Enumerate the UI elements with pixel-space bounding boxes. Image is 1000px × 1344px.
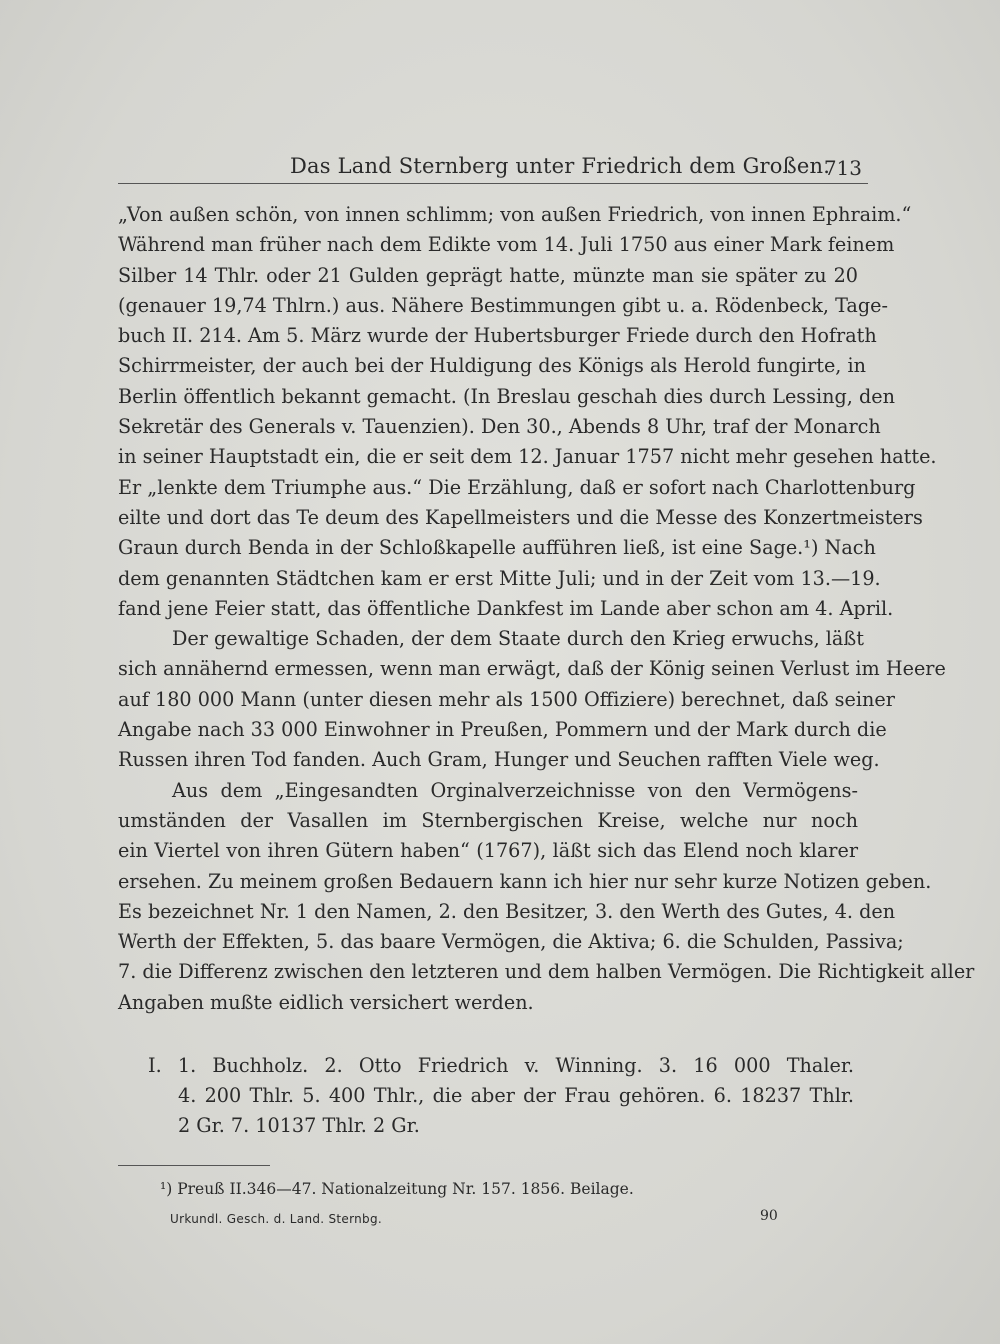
page-number: 713: [823, 156, 862, 180]
text-line: in seiner Hauptstadt ein, die er seit dem 12. Januar 1757 nicht mehr gesehen hatte.: [118, 445, 937, 469]
text-line: 7. die Differenz zwischen den letzteren und dem halben Vermögen. Die Richtigkeit aller: [118, 960, 975, 984]
text-line: auf 180 000 Mann (unter diesen mehr als 1500 Offiziere) berechnet, daß seiner: [118, 687, 895, 711]
text-line: umständen der Vasallen im Sternbergischen Kreise, welche nur noch: [118, 808, 858, 832]
footnote: ¹) Preuß II.346—47. Nationalzeitung Nr. 157. 1856. Beilage.: [160, 1180, 634, 1198]
sheet-number: 90: [760, 1208, 778, 1224]
text-line: Angaben mußte eidlich versichert werden.: [118, 990, 534, 1014]
text-line: dem genannten Städtchen kam er erst Mitte Juli; und in der Zeit vom 13.—19.: [118, 566, 881, 590]
body-text: [118, 200, 975, 1018]
text-line: Schirrmeister, der auch bei der Huldigung des Königs als Herold fungirte, in: [118, 354, 867, 378]
page-header: [118, 150, 868, 184]
paragraph-first-line: Aus dem „Eingesandten Orginalverzeichnisse von den Vermögens-: [172, 778, 858, 802]
text-line: (genauer 19,74 Thlrn.) aus. Nähere Bestimmungen gibt u. a. Rödenbeck, Tage-: [118, 293, 888, 317]
text-line: Während man früher nach dem Edikte vom 14. Juli 1750 aus einer Mark feinem: [118, 233, 895, 257]
list-item-continuation: 2 Gr. 7. 10137 Thlr. 2 Gr.: [178, 1114, 420, 1137]
list-item-continuation: 4. 200 Thlr. 5. 400 Thlr., die aber der Frau gehören. 6. 18237 Thlr.: [178, 1084, 854, 1107]
text-line: Angabe nach 33 000 Einwohner in Preußen, Pommern und der Mark durch die: [118, 718, 887, 742]
text-line: „Von außen schön, von innen schlimm; von außen Friedrich, von innen Ephraim.“: [118, 203, 912, 226]
text-line: Silber 14 Thlr. oder 21 Gulden geprägt hatte, münzte man sie später zu 20: [118, 263, 858, 287]
header-rule: [118, 183, 868, 184]
text-line: Russen ihren Tod fanden. Auch Gram, Hunger und Seuchen rafften Viele weg.: [118, 748, 880, 772]
text-line: Berlin öffentlich bekannt gemacht. (In Breslau geschah dies durch Lessing, den: [118, 384, 895, 408]
text-line: fand jene Feier statt, das öffentliche Dankfest im Lande aber schon am 4. April.: [118, 596, 894, 620]
list-item: I. 1. Buchholz. 2. Otto Friedrich v. Winning. 3. 16 000 Thaler.: [148, 1054, 854, 1077]
footnote-rule: [118, 1165, 270, 1166]
text-line: Werth der Effekten, 5. das baare Vermögen, die Aktiva; 6. die Schulden, Passiva;: [118, 930, 904, 954]
estate-list: [148, 1051, 854, 1141]
paragraph-first-line: Der gewaltige Schaden, der dem Staate durch den Krieg erwuchs, läßt: [172, 627, 864, 651]
text-line: ein Viertel von ihren Gütern haben“ (1767), läßt sich das Elend noch klarer: [118, 839, 858, 863]
text-line: ersehen. Zu meinem großen Bedauern kann ich hier nur sehr kurze Notizen geben.: [118, 869, 932, 893]
text-line: eilte und dort das Te deum des Kapellmeisters und die Messe des Konzertmeisters: [118, 505, 923, 529]
text-line: sich annähernd ermessen, wenn man erwägt, daß der König seinen Verlust im Heere: [118, 657, 946, 681]
text-line: Sekretär des Generals v. Tauenzien). Den 30., Abends 8 Uhr, traf der Monarch: [118, 415, 881, 439]
text-line: Er „lenkte dem Triumphe aus.“ Die Erzählung, daß er sofort nach Charlottenburg: [118, 475, 916, 499]
text-line: Es bezeichnet Nr. 1 den Namen, 2. den Besitzer, 3. den Werth des Gutes, 4. den: [118, 899, 896, 923]
signature-line: Urkundl. Gesch. d. Land. Sternbg.: [170, 1212, 382, 1226]
text-line: buch II. 214. Am 5. März wurde der Hubertsburger Friede durch den Hofrath: [118, 324, 877, 348]
text-line: Graun durch Benda in der Schloßkapelle aufführen ließ, ist eine Sage.¹) Nach: [118, 536, 876, 560]
running-title: Das Land Sternberg unter Friedrich dem Großen.: [290, 154, 831, 178]
